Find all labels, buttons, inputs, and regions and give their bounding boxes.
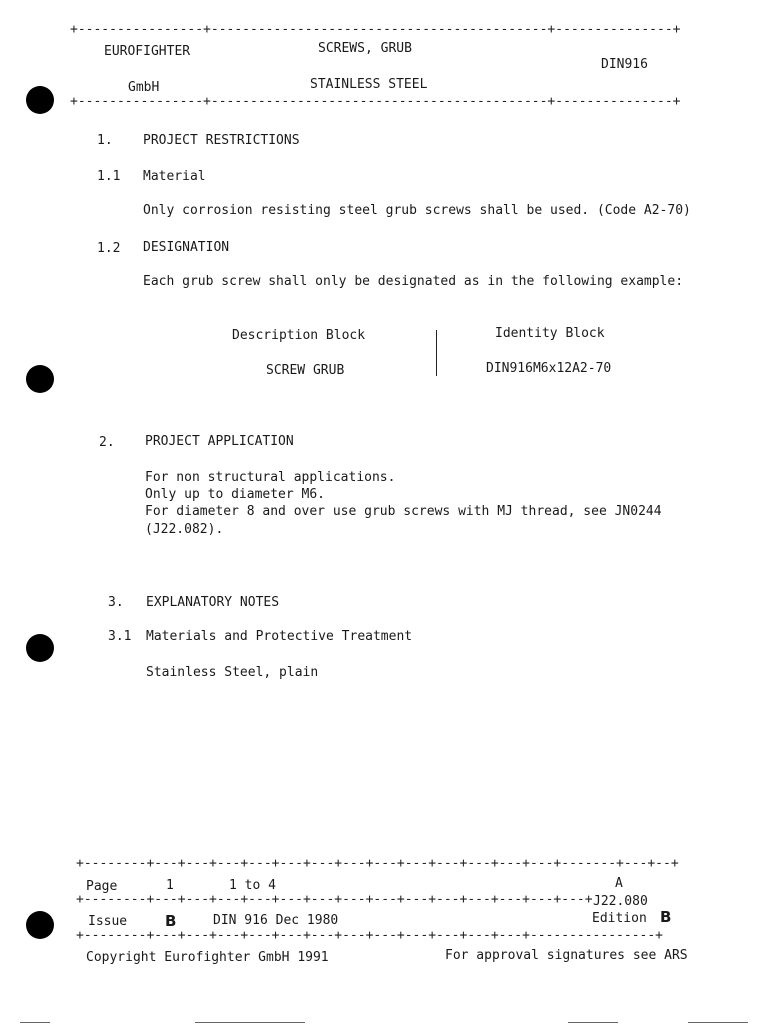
section-3-1-text: Stainless Steel, plain	[146, 665, 319, 680]
section-2-number: 2.	[99, 435, 115, 450]
section-3-1-number: 3.1	[108, 629, 132, 644]
scan-artifact	[195, 1022, 305, 1023]
designation-divider	[436, 330, 437, 376]
header-title-line2: STAINLESS STEEL	[310, 77, 428, 92]
header-doc-number: DIN916	[601, 57, 648, 72]
footer-page-label: Page	[86, 879, 118, 894]
designation-col1-value: SCREW GRUB	[266, 363, 345, 378]
punch-hole-4	[26, 911, 54, 939]
header-title-line1: SCREWS, GRUB	[318, 41, 412, 56]
scan-artifact	[568, 1022, 618, 1023]
scan-artifact	[688, 1022, 748, 1023]
section-1-1-title: Material	[143, 169, 206, 184]
footer-revision: A	[615, 876, 623, 891]
footer-issue-label: Issue	[88, 914, 128, 929]
footer-approval: For approval signatures see ARS	[445, 948, 688, 963]
section-2-title: PROJECT APPLICATION	[145, 434, 294, 449]
footer-page-value: 1	[166, 878, 174, 893]
footer-lower-border: +--------+---+---+---+---+---+---+---+---+---+---+---+---+----------------+	[76, 928, 663, 943]
footer-issue-value: B	[165, 912, 177, 930]
punch-hole-3	[26, 634, 54, 662]
footer-standard: DIN 916 Dec 1980	[213, 913, 339, 928]
header-top-border: +----------------+-------------------------------------------+---------------+	[70, 22, 681, 37]
section-3-title: EXPLANATORY NOTES	[146, 595, 280, 610]
footer-top-border: +--------+---+---+---+---+---+---+---+---+---+---+---+---+---+-------+---+--+	[76, 856, 679, 871]
footer-ref-number: J22.080	[593, 894, 648, 909]
section-2-line-3: For diameter 8 and over use grub screws with MJ thread, see JN0244	[145, 504, 662, 519]
section-1-2-text: Each grub screw shall only be designated as in the following example:	[143, 274, 684, 289]
section-1-1-text: Only corrosion resisting steel grub screws shall be used. (Code A2-70)	[143, 203, 691, 218]
section-1-1-number: 1.1	[97, 169, 121, 184]
designation-col1-header: Description Block	[232, 328, 366, 343]
section-3-number: 3.	[108, 595, 124, 610]
footer-mid-border: +--------+---+---+---+---+---+---+---+---+---+---+---+---+---+---+	[76, 892, 593, 907]
scan-artifact	[20, 1022, 50, 1023]
section-3-1-title: Materials and Protective Treatment	[146, 629, 413, 644]
footer-copyright: Copyright Eurofighter GmbH 1991	[86, 950, 329, 965]
section-1-2-title: DESIGNATION	[143, 240, 230, 255]
section-1-number: 1.	[97, 133, 113, 148]
section-2-line-4: (J22.082).	[145, 522, 224, 537]
section-1-2-number: 1.2	[97, 241, 121, 256]
designation-col2-value: DIN916M6x12A2-70	[486, 361, 612, 376]
punch-hole-1	[26, 86, 54, 114]
section-2-line-2: Only up to diameter M6.	[145, 487, 326, 502]
footer-edition-value: B	[660, 908, 672, 926]
header-org-line1: EUROFIGHTER	[104, 44, 191, 59]
footer-edition-label: Edition	[592, 911, 647, 926]
footer-page-range: 1 to 4	[229, 878, 276, 893]
punch-hole-2	[26, 365, 54, 393]
designation-col2-header: Identity Block	[495, 326, 605, 341]
header-bottom-border: +----------------+-------------------------------------------+---------------+	[70, 94, 681, 109]
section-1-title: PROJECT RESTRICTIONS	[143, 133, 300, 148]
header-org-line2: GmbH	[128, 80, 160, 95]
section-2-line-1: For non structural applications.	[145, 470, 396, 485]
